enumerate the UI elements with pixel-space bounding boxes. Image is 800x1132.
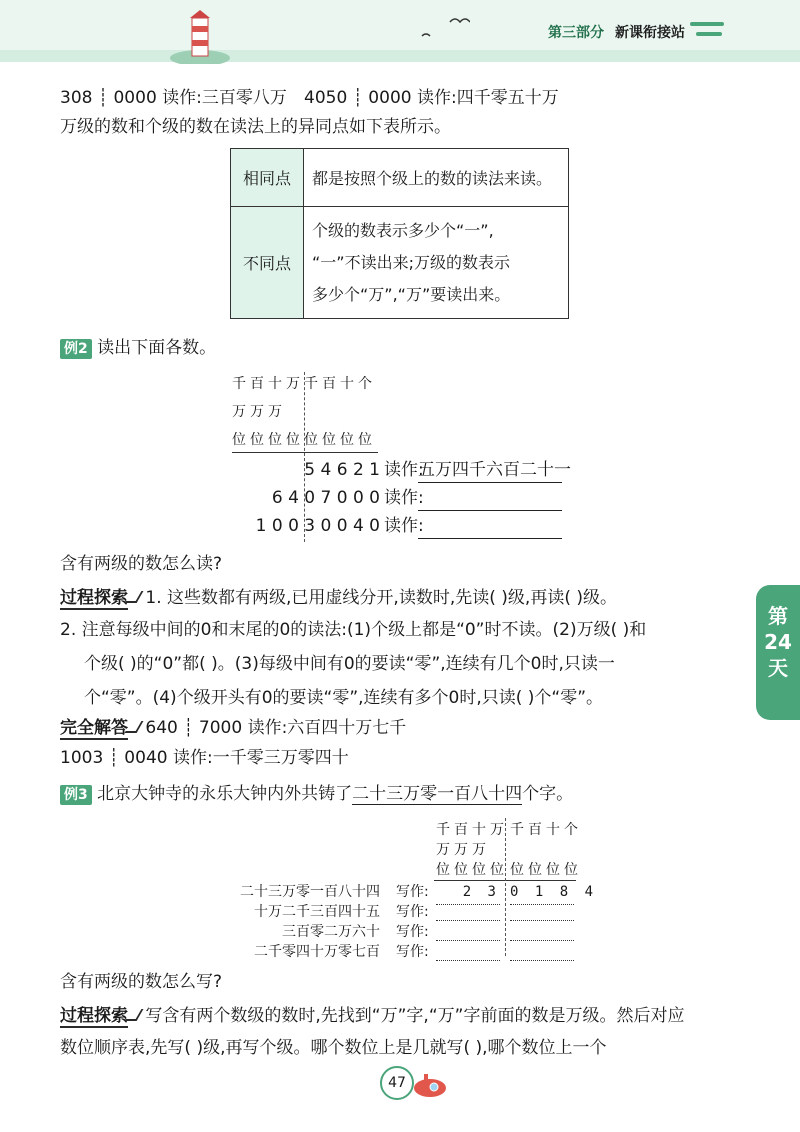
question-how-to-read: 含有两级的数怎么读? [60,554,223,574]
example3-badge: 例3 [60,785,92,805]
intro-example-b: 4050 ┊ 0000 读作:四千零五十万 [304,88,559,108]
ex3-row-words: 二十三万零一百八十四 [240,884,380,900]
ex3-row-wan-blank[interactable] [436,900,500,921]
explore1-line1-wrap [60,586,617,610]
place-header-rule [232,452,378,453]
ex2-row-label: 读作: [384,460,424,480]
explore1-line3: 个级( )的“0”都( )。(3)每级中间有0的要读“零”,连续有几个0时,只读一 [84,654,615,674]
ex2-row-digits: 1 0 0 3 0 0 4 0 [255,516,380,536]
explore1-line2: 2. 注意每级中间的0和末尾的0的读法:(1)个级上都是“0”时不读。(2)万级( )和 [60,620,647,640]
page-number: 47 [380,1066,414,1100]
ex3-row-wan: 2 3 [436,880,500,905]
example2-heading [60,336,216,360]
explore1-line4: 个“零”。(4)个级开头有0的要读“零”,连续有多个0时,只读( )个“零”。 [84,688,604,708]
example3-prompt-pre: 北京大钟寺的永乐大钟内外共铸了 [97,784,353,804]
compare-table [230,148,569,319]
ex3-head-right3: 位位位位 [510,862,582,878]
answer1-line1: 640 ┊ 7000 读作:六百四十万七千 [145,718,407,738]
diff-line: 多少个“万”,“万”要读出来。 [312,284,511,304]
ex3-row-label: 写作: [396,944,429,960]
example2-prompt: 读出下面各数。 [97,338,217,358]
explore2-line1-wrap [60,1004,684,1028]
lighthouse-icon [170,8,230,64]
same-text: 都是按照个级上的数的读法来读。 [304,149,569,207]
ex3-row-words: 二千零四十万零七百 [254,944,380,960]
ex3-row-words: 三百零二万六十 [282,924,380,940]
side-tab-line1: 第 [768,604,788,628]
header-band [0,50,800,62]
ex3-row-ge-blank[interactable] [510,920,574,941]
answer1-line1-wrap [60,716,406,740]
intro-example-a: 308 ┊ 0000 读作:三百零八万 [60,88,287,108]
ex2-row-digits: 5 4 6 2 1 [304,460,380,480]
explore2-line1: 写含有两个数级的数时,先找到“万”字,“万”字前面的数是万级。然后对应 [145,1006,685,1026]
ex2-row-answer-blank[interactable] [418,514,562,539]
answer1-line2: 1003 ┊ 0040 读作:一千零三万零四十 [60,748,349,768]
ex3-row-ge-blank[interactable] [510,900,574,921]
question-how-to-write: 含有两级的数怎么写? [60,972,223,992]
ex3-head-left3: 位位位位 [436,862,508,878]
ex3-head-left1: 千百十万 [436,822,508,838]
ex3-row-label: 写作: [396,924,429,940]
day-side-tab [756,585,800,720]
ex3-row-wan-blank[interactable] [436,940,500,961]
diff-line: 个级的数表示多少个“一”, [312,220,494,240]
ex3-head-right1: 千百十个 [510,822,582,838]
header-decoration-icon [688,18,728,44]
place-header-row2: 万万万 [232,404,286,420]
ex3-row-label: 写作: [396,904,429,920]
answer1-tag: 完全解答 [60,718,128,738]
example3-prompt-em: 二十三万零一百八十四 [352,784,523,804]
ex3-head-left2: 万万万 [436,842,490,858]
ex3-level-divider [505,818,506,956]
intro-summary: 万级的数和个级的数在读法上的异同点如下表所示。 [60,117,451,137]
ex3-row-wan-blank[interactable] [436,920,500,941]
ex2-row-answer: 五万四千六百二十一 [418,458,562,483]
explore1-line1: 1. 这些数都有两级,已用虚线分开,读数时,先读( )级,再读( )级。 [145,588,617,608]
example2-badge: 例2 [60,339,92,359]
diff-label: 不同点 [231,207,304,319]
side-tab-line3: 天 [768,656,788,680]
birds-icon [420,14,470,44]
ex2-row-label: 读作: [384,516,424,536]
place-header-row3: 位位位位位位位位 [232,432,376,448]
ex3-row-ge: 0 1 8 4 [510,880,574,905]
ex3-row-label: 写作: [396,884,429,900]
submarine-icon [410,1070,450,1100]
ex3-row-words: 十万二千三百四十五 [254,904,380,920]
ex2-row-digits: 6 4 0 7 0 0 0 [271,488,380,508]
example3-heading [60,782,573,806]
place-header-row1: 千百十万千百十个 [232,376,376,392]
side-tab-line2: 24 [764,630,792,654]
ex3-row-ge-blank[interactable] [510,940,574,961]
same-label: 相同点 [231,149,304,207]
ex2-row-label: 读作: [384,488,424,508]
diff-line: “一”不读出来;万级的数表示 [312,252,510,272]
header-title: 新课衔接站 [615,25,685,41]
explore2-line2: 数位顺序表,先写( )级,再写个级。哪个数位上是几就写( ),哪个数位上一个 [60,1038,607,1058]
explore1-tag: 过程探索 [60,588,128,608]
explore2-tag: 过程探索 [60,1006,128,1026]
header-part: 第三部分 [548,25,604,41]
ex2-row-answer-blank[interactable] [418,486,562,511]
example3-prompt-post: 个字。 [522,784,574,804]
